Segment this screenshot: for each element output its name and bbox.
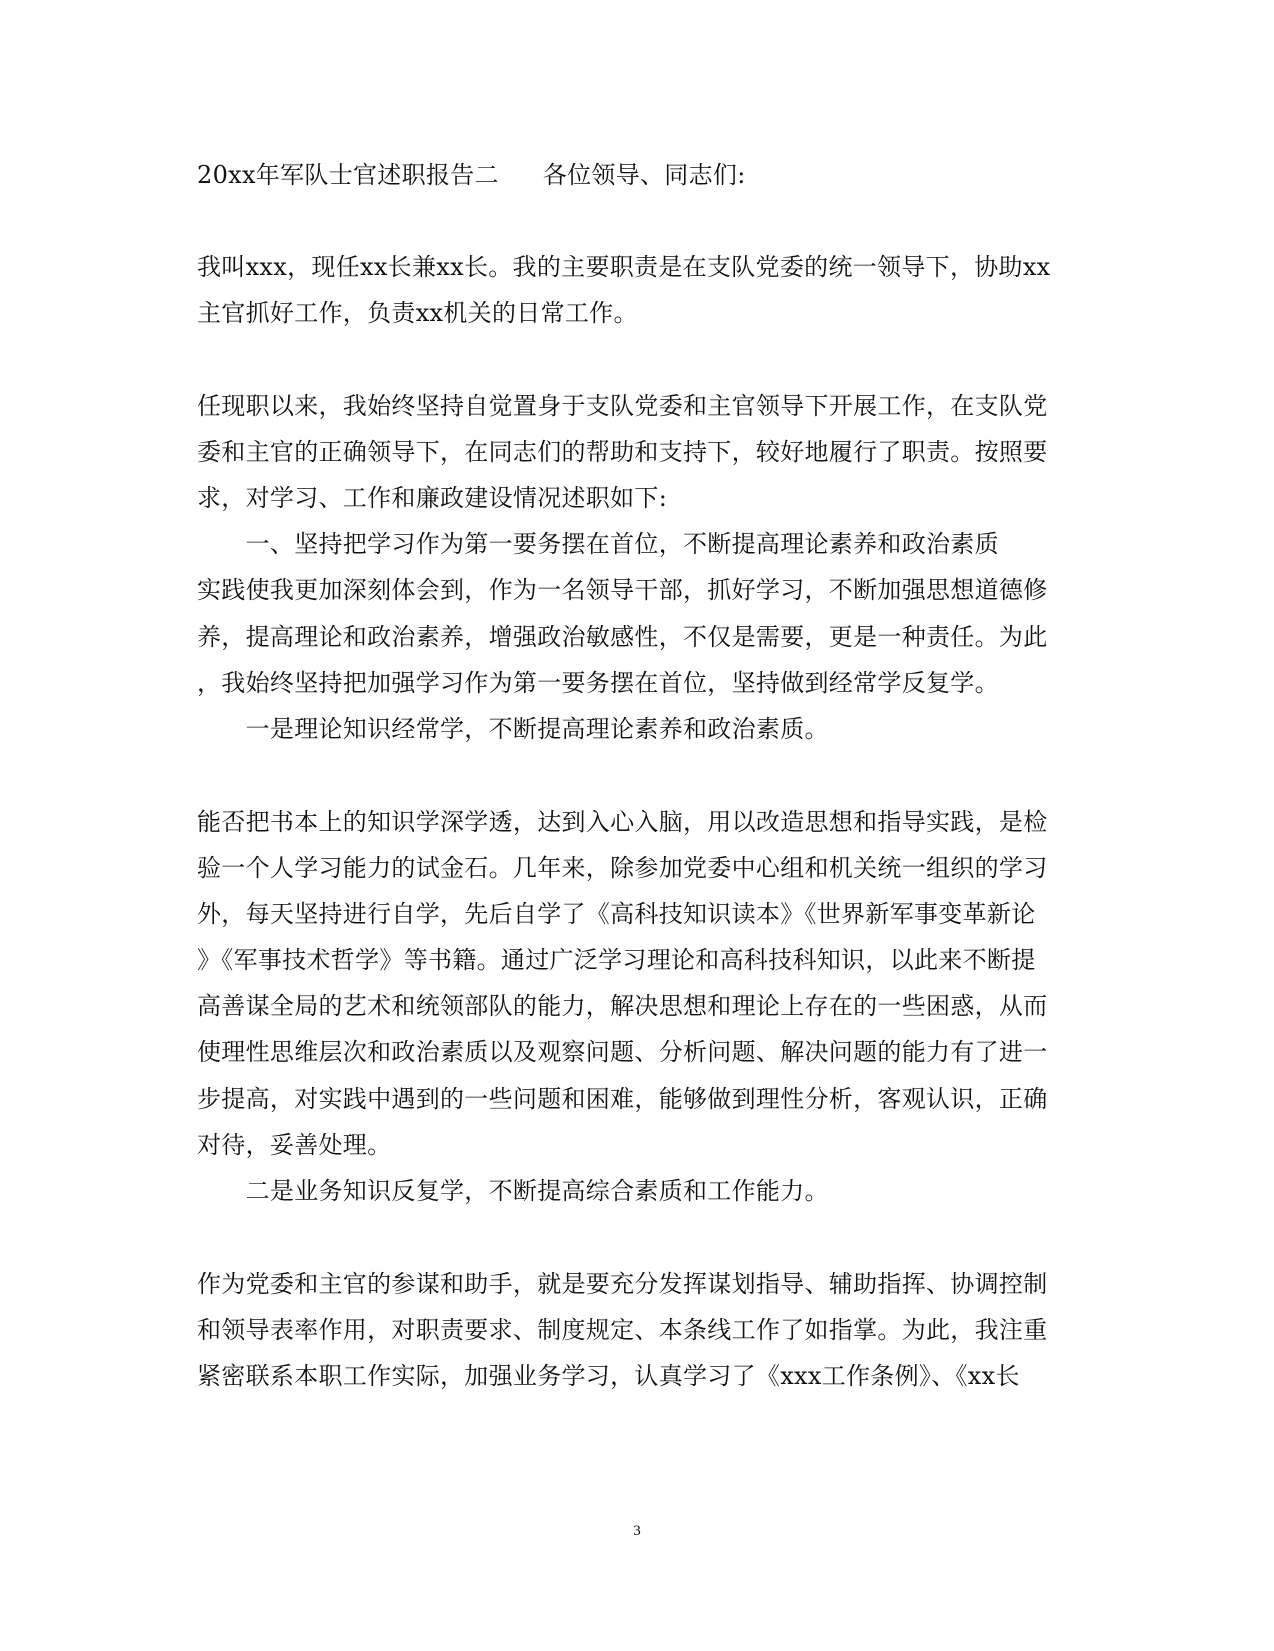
text-line: 紧密联系本职工作实际，加强业务学习，认真学习了《xxx工作条例》、《xx长	[197, 1362, 1020, 1390]
text-line: 和领导表率作用，对职责要求、制度规定、本条线工作了如指掌。为此，我注重	[197, 1316, 1048, 1344]
text-line: 委和主官的正确领导下，在同志们的帮助和支持下，较好地履行了职责。按照要	[197, 438, 1048, 466]
text-line: 任现职以来，我始终坚持自觉置身于支队党委和主官领导下开展工作，在支队党	[197, 392, 1048, 420]
text-line: 使理性思维层次和政治素质以及观察问题、分析问题、解决问题的能力有了进一	[197, 1038, 1048, 1066]
text-line: 求，对学习、工作和廉政建设情况述职如下:	[197, 484, 668, 512]
text-line: 对待，妥善处理。	[197, 1131, 392, 1159]
subsection-heading: 一是理论知识经常学，不断提高理论素养和政治素质。	[197, 715, 829, 743]
text-line: 我叫xxx，现任xx长兼xx长。我的主要职责是在支队党委的统一领导下，协助xx	[197, 253, 1051, 281]
page-number: 3	[633, 1523, 641, 1539]
title-line	[197, 160, 746, 190]
document-title: 20xx年军队士官述职报告二	[197, 161, 499, 189]
text-line: 养，提高理论和政治素养，增强政治敏感性，不仅是需要，更是一种责任。为此	[197, 623, 1048, 651]
text-line: 实践使我更加深刻体会到，作为一名领导干部，抓好学习，不断加强思想道德修	[197, 576, 1048, 604]
text-line: 》《军事技术哲学》等书籍。通过广泛学习理论和高科技科知识，以此来不断提	[197, 946, 1036, 974]
text-line: 步提高，对实践中遇到的一些问题和困难，能够做到理性分析，客观认识，正确	[197, 1085, 1048, 1113]
text-line: 高善谋全局的艺术和统领部队的能力，解决思想和理论上存在的一些困惑，从而	[197, 992, 1048, 1020]
text-line: 外，每天坚持进行自学，先后自学了《高科技知识读本》《世界新军事变革新论	[197, 900, 1036, 928]
text-line: 能否把书本上的知识学深学透，达到入心入脑，用以改造思想和指导实践，是检	[197, 808, 1048, 836]
text-line: 主官抓好工作，负责xx机关的日常工作。	[197, 299, 638, 327]
salutation: 各位领导、同志们:	[542, 161, 746, 189]
text-line: 验一个人学习能力的试金石。几年来，除参加党委中心组和机关统一组织的学习	[197, 854, 1048, 882]
text-line: 作为党委和主官的参谋和助手，就是要充分发挥谋划指导、辅助指挥、协调控制	[197, 1270, 1048, 1298]
text-line: ，我始终坚持把加强学习作为第一要务摆在首位，坚持做到经常学反复学。	[197, 669, 999, 697]
section-heading: 一、坚持把学习作为第一要务摆在首位，不断提高理论素养和政治素质	[197, 530, 999, 558]
subsection-heading: 二是业务知识反复学，不断提高综合素质和工作能力。	[197, 1177, 829, 1205]
